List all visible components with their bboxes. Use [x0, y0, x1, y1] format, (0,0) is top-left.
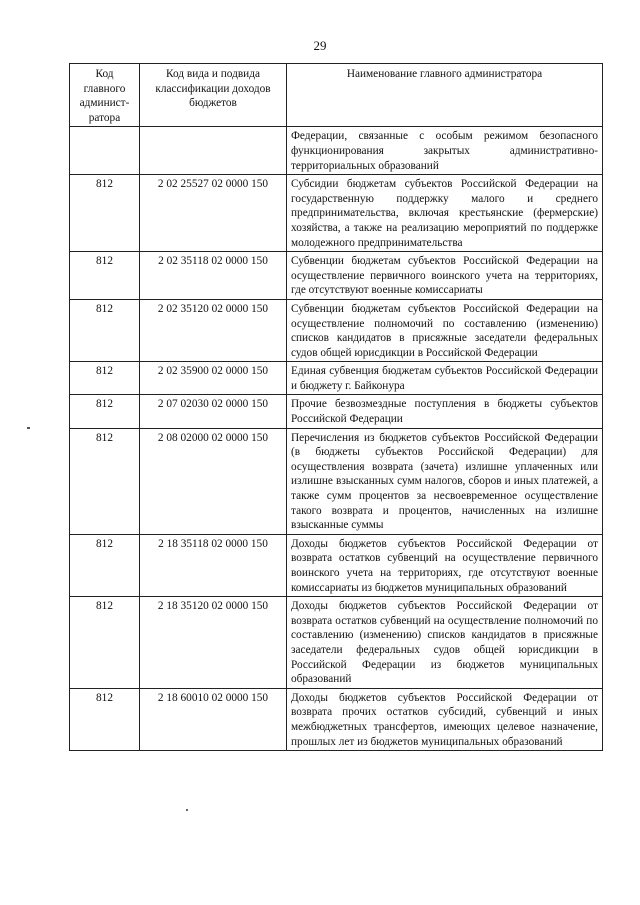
table-row — [70, 428, 603, 534]
cell-classification-code — [140, 127, 287, 175]
cell-admin-code — [70, 127, 140, 175]
cell-admin-code: 812 — [70, 428, 140, 534]
cell-classification-code: 2 02 35118 02 0000 150 — [140, 252, 287, 300]
table-row — [70, 252, 603, 300]
table-row — [70, 299, 603, 361]
table-row — [70, 362, 603, 395]
table-row — [70, 597, 603, 689]
page-number: 29 — [313, 38, 327, 53]
cell-classification-code: 2 02 25527 02 0000 150 — [140, 175, 287, 252]
cell-classification-code: 2 08 02000 02 0000 150 — [140, 428, 287, 534]
cell-admin-name: Субвенции бюджетам субъектов Российской Федерации на осуществление полномочий по составлению (изменению) списков кандидатов в присяжные заседатели федеральных судов общей юрисдикции в Российской Федерации — [287, 299, 603, 361]
header-admin-name: Наименование главного администратора — [287, 64, 603, 127]
cell-admin-code: 812 — [70, 395, 140, 428]
cell-admin-code: 812 — [70, 252, 140, 300]
cell-admin-code: 812 — [70, 175, 140, 252]
cell-admin-name: Перечисления из бюджетов субъектов Российской Федерации (в бюджеты субъектов Российской Федерации) для осуществления возврата (зачета) излишне уплаченных или излишне взысканных сумм налогов, сборов и иных платежей, а также сумм процентов за несвоевременное осуществление такого возврата и процентов, начисленных на излишне взысканные суммы — [287, 428, 603, 534]
table-header-row — [70, 64, 603, 127]
table-row — [70, 175, 603, 252]
cell-admin-code: 812 — [70, 688, 140, 750]
header-admin-code: Код главного админист-ратора — [70, 64, 140, 127]
cell-admin-name: Единая субвенция бюджетам субъектов Российской Федерации и бюджету г. Байконура — [287, 362, 603, 395]
table-row — [70, 127, 603, 175]
cell-admin-code: 812 — [70, 597, 140, 689]
table-row — [70, 395, 603, 428]
cell-admin-name: Субвенции бюджетам субъектов Российской Федерации на осуществление первичного воинского учета на территориях, где отсутствуют военные комиссариаты — [287, 252, 603, 300]
cell-admin-code: 812 — [70, 534, 140, 596]
cell-classification-code: 2 07 02030 02 0000 150 — [140, 395, 287, 428]
scan-speck — [186, 809, 188, 811]
cell-admin-name: Прочие безвозмездные поступления в бюджеты субъектов Российской Федерации — [287, 395, 603, 428]
cell-classification-code: 2 18 35120 02 0000 150 — [140, 597, 287, 689]
cell-admin-name: Доходы бюджетов субъектов Российской Федерации от возврата прочих остатков субсидий, субвенций и иных межбюджетных трансфертов, имеющих целевое назначение, прошлых лет из бюджетов муниципальных образований — [287, 688, 603, 750]
cell-admin-name: Доходы бюджетов субъектов Российской Федерации от возврата остатков субвенций на осуществление полномочий по составлению (изменению) списков кандидатов в присяжные заседатели федеральных судов общей юрисдикции в Российской Федерации из бюджетов муниципальных образований — [287, 597, 603, 689]
cell-admin-code: 812 — [70, 362, 140, 395]
header-classification-code: Код вида и подвида классификации доходов бюджетов — [140, 64, 287, 127]
scan-speck — [27, 427, 30, 429]
revenue-administrators-table — [69, 63, 603, 751]
cell-classification-code: 2 02 35900 02 0000 150 — [140, 362, 287, 395]
cell-admin-name: Федерации, связанные с особым режимом безопасного функционирования закрытых административно-территориальных образований — [287, 127, 603, 175]
cell-classification-code: 2 18 35118 02 0000 150 — [140, 534, 287, 596]
cell-admin-name: Доходы бюджетов субъектов Российской Федерации от возврата остатков субвенций на осуществление первичного воинского учета на территориях, где отсутствуют военные комиссариаты из бюджетов муниципальных образований — [287, 534, 603, 596]
cell-classification-code: 2 18 60010 02 0000 150 — [140, 688, 287, 750]
table-row — [70, 534, 603, 596]
cell-admin-code: 812 — [70, 299, 140, 361]
cell-admin-name: Субсидии бюджетам субъектов Российской Федерации на государственную поддержку малого и среднего предпринимательства, включая крестьянские (фермерские) хозяйства, а также на реализацию мероприятий по поддержке молодежного предпринимательства — [287, 175, 603, 252]
table-row — [70, 688, 603, 750]
cell-classification-code: 2 02 35120 02 0000 150 — [140, 299, 287, 361]
